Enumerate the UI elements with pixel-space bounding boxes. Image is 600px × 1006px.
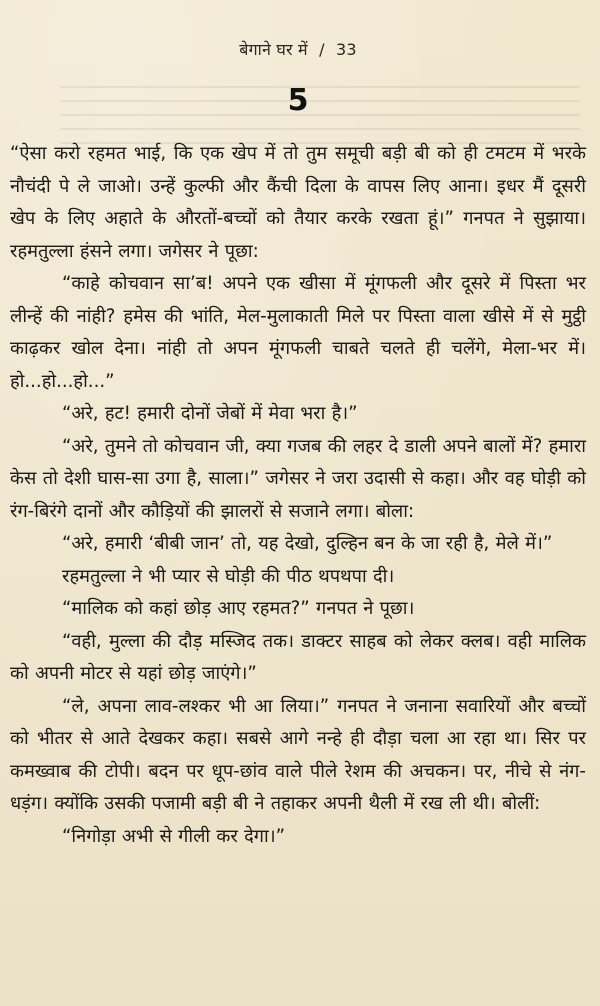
paragraph: “वही, मुल्ला की दौड़ मस्जिद तक। डाक्टर साहब को लेकर क्लब। वही मालिक को अपनी मोटर से यहां छोड़ जाएंगे।” bbox=[10, 630, 586, 684]
paragraph: “ले, अपना लाव-लश्कर भी आ लिया।” गनपत ने जनाना सवारियों और बच्चों को भीतर से आते देखकर कहा। सबसे आगे नन्हे ही दौड़ा चला आ रहा था। सिर पर कमख्वाब की टोपी। बदन पर धूप-छांव वाले पीले रेशम की अचकन। पर, नीचे से नंग-धड़ंग। क्योंकि उसकी पजामी बड़ी बी ने तहाकर अपनी थैली में रख ली थी। बोलीं: bbox=[10, 695, 586, 814]
body-text bbox=[10, 138, 586, 853]
paragraph: “अरे, हट! हमारी दोनों जेबों में मेवा भरा है।” bbox=[62, 403, 358, 424]
paragraph: “अरे, तुमने तो कोचवान जी, क्या गजब की लहर दे डाली अपने बालों में? हमारा केस तो देशी घास-सा उगा है, साला।” जगेसर ने जरा उदासी से कहा। और वह घोड़ी को रंग-बिरंगे दानों और कौड़ियों की झालरों से सजाने लगा। बोला: bbox=[10, 435, 586, 522]
paragraph: रहमतुल्ला ने भी प्यार से घोड़ी की पीठ थपथपा दी। bbox=[62, 565, 395, 587]
page-number: 33 bbox=[335, 40, 357, 59]
paragraph: “काहे कोचवान सा’ब! अपने एक खीसा में मूंगफली और दूसरे में पिस्ता भर लीन्हें की नांही? हमेस की भांति, मेल-मुलाकाती मिले पर पिस्ता वाला खीसे में से मुट्ठी काढ़कर खोल देना। नांही तो अपन मूंगफली चाबते चलते ही चलेंगे, मेला-भर में। हो...हो...हो...” bbox=[10, 273, 586, 392]
running-title: बेगाने घर में bbox=[239, 40, 308, 59]
paragraph: “निगोड़ा अभी से गीली कर देगा।” bbox=[62, 825, 286, 847]
paragraph: “ऐसा करो रहमत भाई, कि एक खेप में तो तुम समूची बड़ी बी को ही टमटम में भरके नौचंदी पे ले जाओ। उन्हें कुल्फी और कैंची दिला के वापस लिए आना। इधर मैं दूसरी खेप के लिए अहाते के औरतों-बच्चों को तैयार करके रखता हूं।” गनपत ने सुझाया। रहमतुल्ला हंसने लगा। जगेसर ने पूछा: bbox=[10, 143, 586, 262]
header-separator: / bbox=[319, 40, 325, 59]
running-header bbox=[10, 38, 586, 60]
paragraph: “अरे, हमारी ‘बीबी जान’ तो, यह देखो, दुल्हिन बन के जा रही है, मेले में।” bbox=[62, 533, 553, 554]
paragraph: “मालिक को कहां छोड़ आए रहमत?” गनपत ने पूछा। bbox=[62, 598, 415, 619]
chapter-number: 5 bbox=[287, 83, 309, 118]
